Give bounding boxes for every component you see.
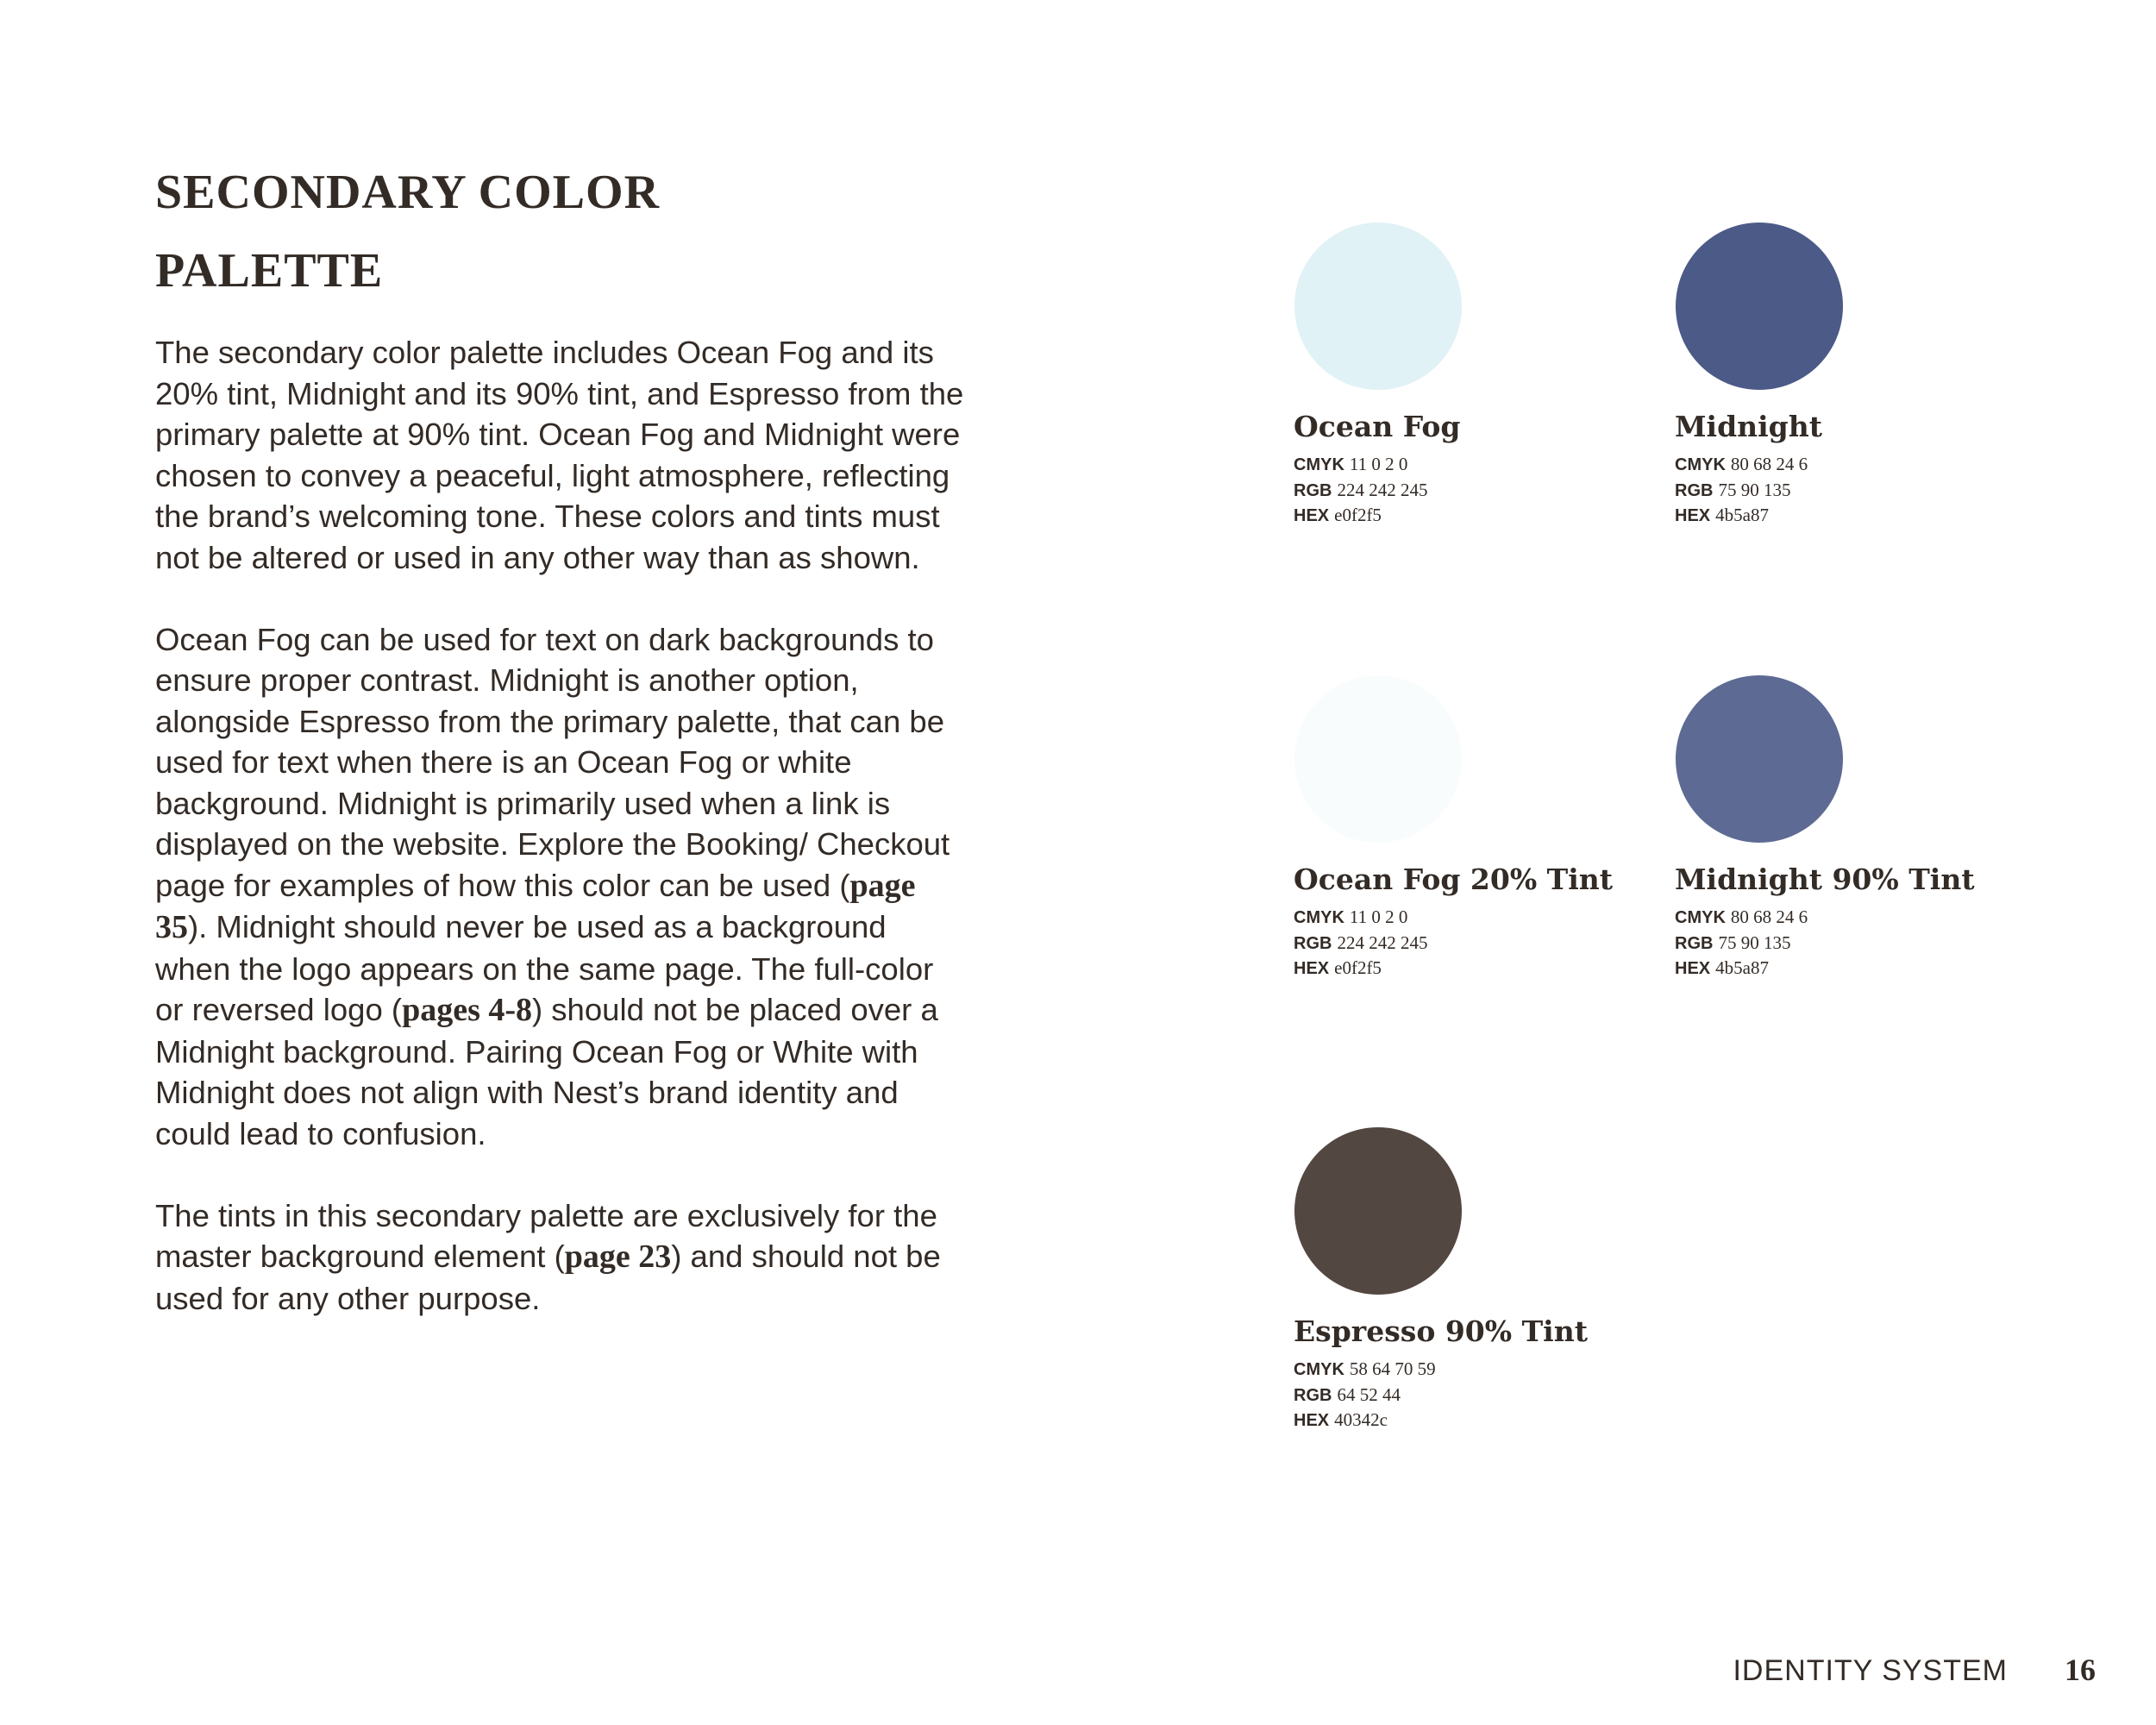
cmyk-label: CMYK xyxy=(1675,455,1726,474)
hex-label: HEX xyxy=(1294,1411,1330,1430)
hex-row xyxy=(1675,956,2037,982)
color-circle xyxy=(1676,675,1843,843)
hex-value: 4b5a87 xyxy=(1715,505,1769,525)
paragraph-intro xyxy=(155,332,966,578)
swatch-name: Midnight xyxy=(1675,410,1822,443)
color-circle xyxy=(1676,223,1843,390)
cmyk-value: 80 68 24 6 xyxy=(1730,906,1808,927)
hex-label: HEX xyxy=(1675,506,1711,525)
swatch-espresso-90-tint xyxy=(1294,1127,1656,1433)
swatch-name: Ocean Fog xyxy=(1294,410,1461,443)
page-title-line-2: PALETTE xyxy=(155,244,384,298)
page-reference-35: page 35 xyxy=(155,867,916,945)
rgb-row xyxy=(1294,1383,1656,1408)
rgb-value: 224 242 245 xyxy=(1337,932,1428,953)
swatch-midnight xyxy=(1675,223,2037,529)
body-copy xyxy=(155,332,966,1360)
hex-value: 40342c xyxy=(1334,1409,1388,1430)
cmyk-value: 11 0 2 0 xyxy=(1349,906,1408,927)
hex-value: 4b5a87 xyxy=(1715,957,1769,978)
color-circle xyxy=(1294,1127,1462,1295)
hex-row xyxy=(1294,1408,1656,1433)
cmyk-value: 58 64 70 59 xyxy=(1349,1358,1436,1379)
hex-value: e0f2f5 xyxy=(1334,505,1382,525)
swatch-ocean-fog xyxy=(1294,223,1656,529)
cmyk-label: CMYK xyxy=(1675,908,1726,927)
section-title: IDENTITY SYSTEM xyxy=(1733,1654,2008,1687)
rgb-row xyxy=(1675,478,2037,504)
cmyk-value: 11 0 2 0 xyxy=(1349,454,1408,474)
cmyk-row xyxy=(1675,905,2037,931)
cmyk-value: 80 68 24 6 xyxy=(1730,454,1808,474)
rgb-label: RGB xyxy=(1675,480,1714,500)
color-circle xyxy=(1294,675,1462,843)
paragraph-tints-text-b: ) and should not be used for any other purpose. xyxy=(155,1239,941,1316)
rgb-value: 64 52 44 xyxy=(1337,1383,1401,1405)
cmyk-label: CMYK xyxy=(1294,455,1344,474)
swatch-name: Midnight 90% Tint xyxy=(1675,862,1975,896)
cmyk-row xyxy=(1294,1357,1656,1383)
rgb-row xyxy=(1294,931,1656,957)
hex-row xyxy=(1294,956,1656,982)
hex-label: HEX xyxy=(1675,959,1711,978)
swatch-specs xyxy=(1294,1357,1656,1433)
rgb-row xyxy=(1675,931,2037,957)
hex-value: e0f2f5 xyxy=(1334,957,1382,978)
paragraph-usage-text-c: ) should not be placed over a Midnight background. Pairing Ocean Fog or White with Midnight does not align with Nest’s brand identity and could lead to confusion. xyxy=(155,992,938,1151)
hex-label: HEX xyxy=(1294,959,1330,978)
swatch-name: Espresso 90% Tint xyxy=(1294,1314,1588,1348)
swatch-specs xyxy=(1675,452,2037,529)
rgb-label: RGB xyxy=(1294,933,1332,953)
swatch-specs xyxy=(1675,905,2037,982)
paragraph-tints xyxy=(155,1195,966,1320)
hex-row xyxy=(1675,503,2037,529)
cmyk-label: CMYK xyxy=(1294,1360,1344,1379)
hex-row xyxy=(1294,503,1656,529)
page-title-line-1: SECONDARY COLOR xyxy=(155,166,661,219)
swatch-specs xyxy=(1294,905,1656,982)
swatch-midnight-90-tint xyxy=(1675,675,2037,982)
paragraph-usage-text-b: ). Midnight should never be used as a background when the logo appears on the same page. The full-color or reversed logo ( xyxy=(155,909,934,1027)
page-number: 16 xyxy=(2065,1653,2096,1687)
hex-label: HEX xyxy=(1294,506,1330,525)
rgb-value: 224 242 245 xyxy=(1337,479,1428,500)
paragraph-intro-text: The secondary color palette includes Ocean Fog and its 20% tint, Midnight and its 90% tint, and Espresso from the primary palette at 90% tint. Ocean Fog and Midnight were chosen to convey a peaceful, light atmosphere, reflecting the brand’s welcoming tone. These colors and tints must not be altered or used in any other way than as shown. xyxy=(155,335,964,575)
swatch-ocean-fog-20-tint xyxy=(1294,675,1656,982)
cmyk-row xyxy=(1294,452,1656,478)
paragraph-tints-text-a: The tints in this secondary palette are exclusively for the master background element ( xyxy=(155,1197,937,1274)
cmyk-label: CMYK xyxy=(1294,908,1344,927)
cmyk-row xyxy=(1294,905,1656,931)
rgb-label: RGB xyxy=(1675,933,1714,953)
swatch-specs xyxy=(1294,452,1656,529)
page-reference-4-8: pages 4-8 xyxy=(402,992,533,1028)
page-reference-23: page 23 xyxy=(564,1239,672,1275)
rgb-label: RGB xyxy=(1294,1385,1332,1405)
rgb-value: 75 90 135 xyxy=(1718,479,1791,500)
page-title xyxy=(155,154,759,310)
cmyk-row xyxy=(1675,452,2037,478)
swatch-name: Ocean Fog 20% Tint xyxy=(1294,862,1613,896)
rgb-value: 75 90 135 xyxy=(1718,932,1791,953)
paragraph-usage xyxy=(155,619,966,1155)
color-circle xyxy=(1294,223,1462,390)
rgb-label: RGB xyxy=(1294,480,1332,500)
rgb-row xyxy=(1294,478,1656,504)
page-footer xyxy=(1733,1652,2096,1689)
paragraph-usage-text-a: Ocean Fog can be used for text on dark backgrounds to ensure proper contrast. Midnight is another option, alongside Espresso from the primary palette, that can be used for text when there is an Ocean Fog or white background. Midnight is primarily used when a link is displayed on the website. Explore the Booking/ Checkout page for examples of how this color can be used ( xyxy=(155,621,950,903)
